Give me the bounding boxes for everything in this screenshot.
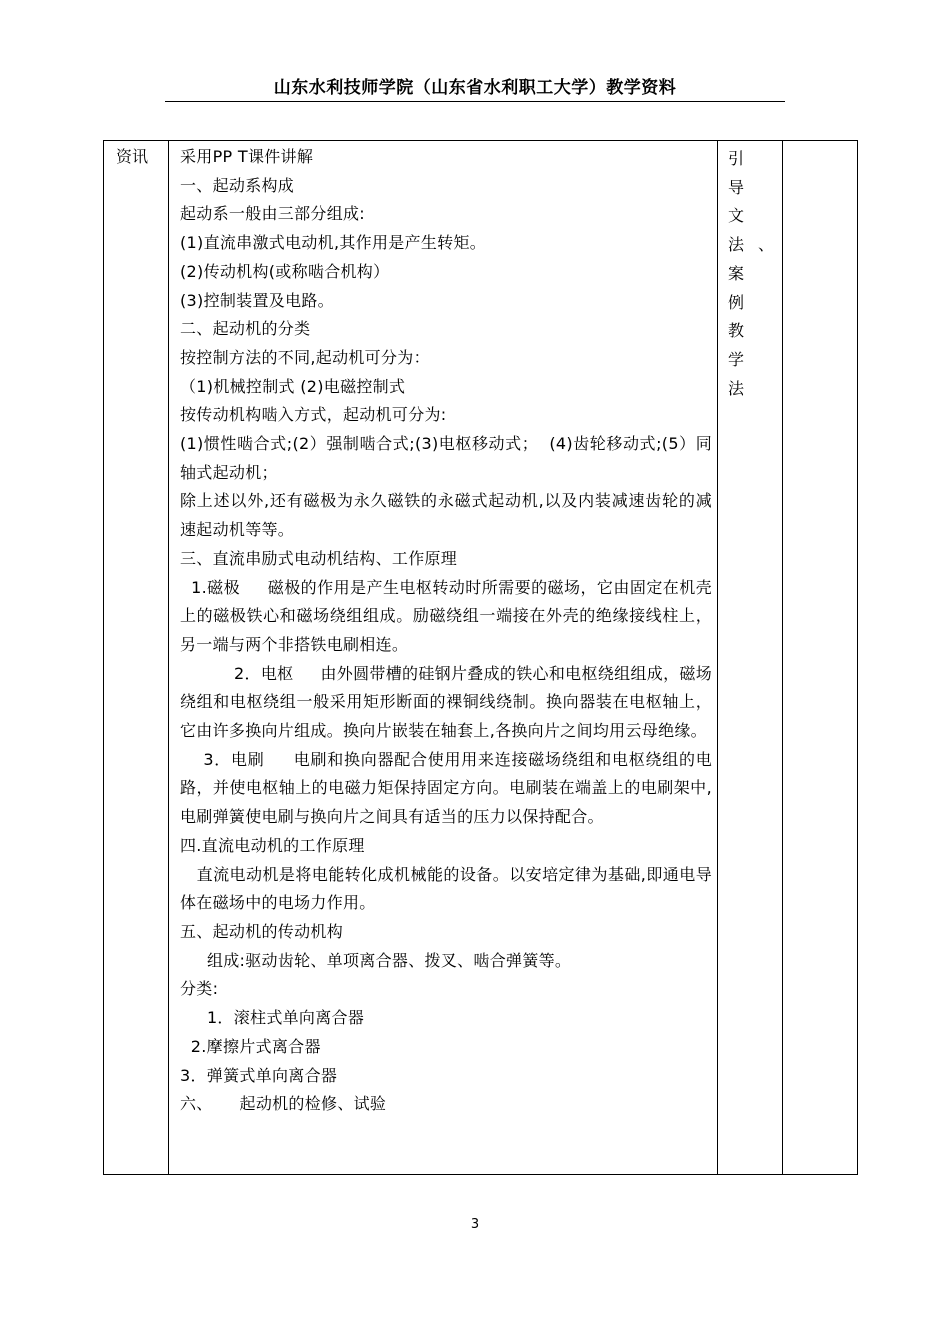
content-line: 按传动机构啮入方式，起动机可分为: <box>180 405 447 425</box>
content-line: 采用PP T课件讲解 <box>180 147 314 166</box>
content-line: （1)机械控制式 (2)电磁控制式 <box>180 376 406 396</box>
content-line: 3．电刷 电刷和换向器配合使用用来连接磁场绕组和电枢绕组的电路，并使电枢轴上的电磁力矩保持固定方向。电刷装在端盖上的电刷架中,电刷弹簧使电刷与换向片之间具有适当的压力以保持配合。 <box>180 749 712 827</box>
content-line: 六、 起动机的检修、试验 <box>180 1094 387 1114</box>
content-line: 2．电枢 由外圆带槽的硅钢片叠成的铁心和电枢绕组组成，磁场绕组和电枢绕组一般采用矩形断面的裸铜线绕制。换向器装在电枢轴上，它由许多换向片组成。换向片嵌装在轴套上,各换向片之间均用云母绝缘。 <box>180 663 713 741</box>
content-line: 按控制方法的不同,起动机可分为： <box>180 347 430 367</box>
content-line: 四.直流电动机的工作原理 <box>180 835 365 855</box>
content-line: 1．滚柱式单向离合器 <box>180 1008 365 1028</box>
content-line: (2)传动机构(或称啮合机构） <box>180 261 390 281</box>
document-header-title: 山东水利技师学院（山东省水利职工大学）教学资料 <box>273 78 677 98</box>
content-line: 分类: <box>180 979 219 999</box>
content-line: 三、直流串励式电动机结构、工作原理 <box>180 548 458 568</box>
column-divider <box>168 141 169 1174</box>
content-line: (3)控制装置及电路。 <box>180 290 334 310</box>
column-divider <box>717 141 718 1174</box>
content-line: 2.摩擦片式离合器 <box>180 1036 321 1056</box>
content-line: 一、起动系构成 <box>180 175 295 195</box>
header-divider <box>165 101 785 102</box>
content-line: 1.磁极 磁极的作用是产生电枢转动时所需要的磁场，它由固定在机壳上的磁极铁心和磁场绕组组成。励磁绕组一端接在外壳的绝缘接线柱上，另一端与两个非搭铁电刷相连。 <box>180 577 712 654</box>
page-number: 3 <box>470 1217 480 1232</box>
lesson-content <box>180 143 712 1119</box>
content-line: 二、起动机的分类 <box>180 319 311 339</box>
lesson-table <box>103 140 858 1175</box>
content-line: (1)惯性啮合式;(2）强制啮合式;(3)电枢移动式； (4)齿轮移动式;(5）同轴式起动机； <box>180 434 712 482</box>
column-divider <box>782 141 783 1174</box>
content-line: 除上述以外,还有磁极为永久磁铁的永磁式起动机,以及内装减速齿轮的减速起动机等等。 <box>180 491 712 540</box>
content-line: 起动系一般由三部分组成: <box>180 204 365 224</box>
content-line: 直流电动机是将电能转化成机械能的设备。以安培定律为基础,即通电导体在磁场中的电场力作用。 <box>180 864 712 913</box>
content-line: 五、起动机的传动机构 <box>180 921 344 941</box>
section-label: 资讯 <box>116 147 149 166</box>
teaching-method: 引导文法、案例教学法 <box>728 149 789 398</box>
content-line: 3．弹簧式单向离合器 <box>180 1065 338 1085</box>
content-line: 组成:驱动齿轮、单项离合器、拨叉、啮合弹簧等。 <box>180 950 572 970</box>
content-line: (1)直流串激式电动机,其作用是产生转矩。 <box>180 233 487 253</box>
